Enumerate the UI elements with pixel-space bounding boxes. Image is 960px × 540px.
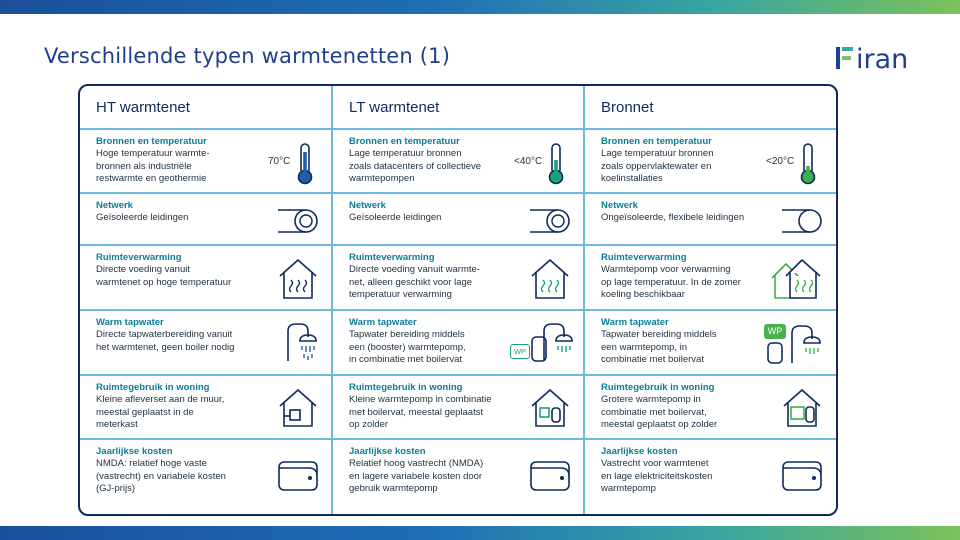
- cell-text: Lage temperatuur bronnen zoals datacenters of collectieve warmtepompen: [349, 148, 482, 184]
- house-delivery-set-icon: [276, 386, 320, 430]
- thermometer-icon: [295, 142, 315, 186]
- shower-icon: [284, 321, 318, 365]
- cell-heading: Ruimtegebruik in woning: [96, 382, 210, 393]
- slide-title: Verschillende typen warmtenetten (1): [44, 44, 451, 68]
- cell-heading: Jaarlijkse kosten: [96, 446, 173, 457]
- cell-heading: Ruimteverwarming: [349, 252, 435, 263]
- cell-text: NMDA: relatief hoge vaste (vastrecht) en variabele kosten (GJ-prijs): [96, 458, 226, 494]
- house-heating-icon: [528, 256, 572, 302]
- cell-text: Kleine warmtepomp in combinatie met boilervat, meestal geplaatst op zolder: [349, 394, 492, 430]
- cell-text: Ongeïsoleerde, flexibele leidingen: [601, 212, 745, 223]
- cell-text: Directe voeding vanuit warmte- net, alleen geschikt voor lage temperatuur verwarming: [349, 264, 480, 300]
- cell-text: Grotere warmtepomp in combinatie met boilervat, meestal geplaatst op zolder: [601, 394, 718, 430]
- svg-text:iran: iran: [856, 44, 909, 75]
- bottom-gradient-bar: [0, 526, 960, 540]
- cell-text: Geïsoleerde leidingen: [96, 212, 189, 223]
- cell-heading: Jaarlijkse kosten: [349, 446, 426, 457]
- wallet-icon: [528, 456, 572, 494]
- heat-pump-badge: WP: [510, 344, 530, 359]
- cell-heading: Netwerk: [349, 200, 386, 211]
- column-header-bronnet: Bronnet: [601, 99, 654, 116]
- wallet-icon: [276, 456, 320, 494]
- thermometer-icon: [546, 142, 566, 186]
- boiler-shower-icon: [766, 321, 822, 367]
- cell-heading: Netwerk: [96, 200, 133, 211]
- cell-heading: Netwerk: [601, 200, 638, 211]
- cell-text: Geïsoleerde leidingen: [349, 212, 442, 223]
- firan-logo: [836, 40, 922, 76]
- temperature-label: <20°C: [766, 156, 795, 167]
- cell-text: Tapwater bereiding middels een (booster) warmtepomp, in combinatie met boilervat: [349, 329, 466, 365]
- house-heat-pump-icon: [780, 386, 824, 430]
- comparison-table: [78, 84, 838, 516]
- cell-bronnen-ht: [80, 130, 331, 186]
- house-heating-icon: [276, 256, 320, 302]
- cell-text: Directe voeding vanuit warmtenet op hoge temperatuur: [96, 264, 232, 288]
- heat-pump-badge: WP: [764, 324, 786, 339]
- cell-heading: Warm tapwater: [601, 317, 669, 328]
- house-heat-pump-icon: [528, 386, 572, 430]
- cell-heading: Ruimteverwarming: [601, 252, 687, 263]
- cell-text: Vastrecht voor warmtenet en lage elektriciteitskosten warmtepomp: [601, 458, 713, 494]
- cell-text: Kleine afleverset aan de muur, meestal geplaatst in de meterkast: [96, 394, 225, 430]
- cell-heading: Ruimteverwarming: [96, 252, 182, 263]
- temperature-label: <40°C: [514, 156, 543, 167]
- flexible-pipe-icon: [780, 204, 824, 238]
- cell-heading: Jaarlijkse kosten: [601, 446, 678, 457]
- insulated-pipe-icon: [528, 204, 572, 238]
- column-header-ht: HT warmtenet: [96, 99, 190, 116]
- cell-heading: Warm tapwater: [349, 317, 417, 328]
- cell-text: Relatief hoog vastrecht (NMDA) en lagere variabele kosten door gebruik warmtepomp: [349, 458, 484, 494]
- cell-heading: Ruimtegebruik in woning: [349, 382, 463, 393]
- cell-text: Hoge temperatuur warmte- bronnen als industriële restwarmte en geothermie: [96, 148, 210, 184]
- cell-text: Tapwater bereiding middels een warmtepomp, in combinatie met boilervat: [601, 329, 717, 365]
- cell-heading: Bronnen en temperatuur: [96, 136, 207, 147]
- insulated-pipe-icon: [276, 204, 320, 238]
- cell-text: Warmtepomp voor verwarming op lage temperatuur. In de zomer koeling beschikbaar: [601, 264, 741, 300]
- thermometer-icon: [798, 142, 818, 186]
- cell-heading: Warm tapwater: [96, 317, 164, 328]
- boiler-shower-icon: [530, 321, 574, 365]
- house-heating-cooling-icon: [768, 256, 824, 302]
- column-header-lt: LT warmtenet: [349, 99, 440, 116]
- top-gradient-bar: [0, 0, 960, 14]
- cell-heading: Bronnen en temperatuur: [601, 136, 712, 147]
- cell-heading: Bronnen en temperatuur: [349, 136, 460, 147]
- cell-text: Lage temperatuur bronnen zoals oppervlaktewater en koelinstallaties: [601, 148, 714, 184]
- cell-heading: Ruimtegebruik in woning: [601, 382, 715, 393]
- temperature-label: 70°C: [268, 156, 291, 167]
- wallet-icon: [780, 456, 824, 494]
- cell-text: Directe tapwaterbereiding vanuit het warmtenet, geen boiler nodig: [96, 329, 235, 353]
